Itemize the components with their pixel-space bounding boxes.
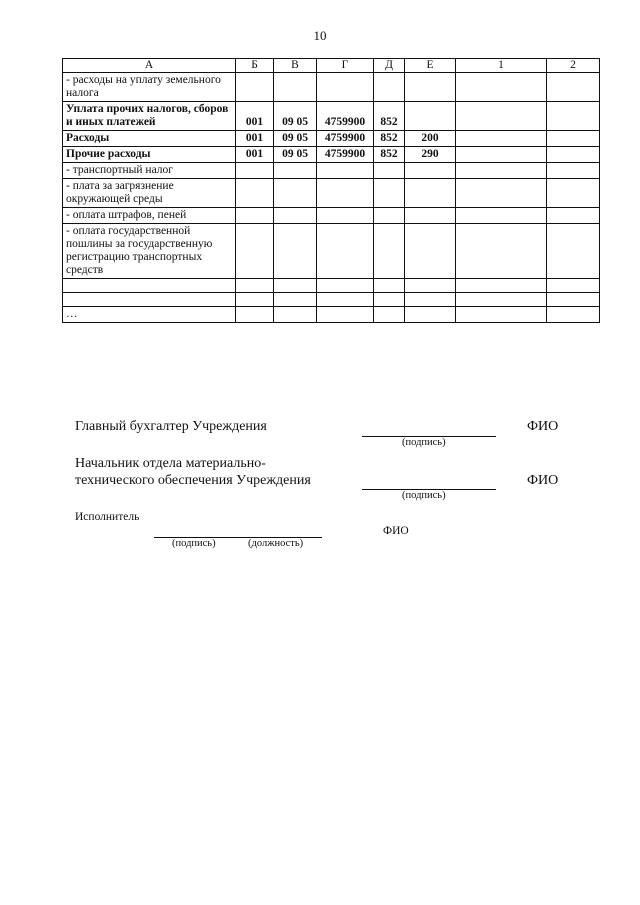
table-cell: 09 05 xyxy=(274,102,317,131)
table-cell xyxy=(456,73,547,102)
table-cell: 09 05 xyxy=(274,131,317,147)
table-cell: 4759900 xyxy=(317,147,374,163)
table-cell xyxy=(317,293,374,307)
table-row xyxy=(63,147,600,163)
page-number: 10 xyxy=(313,28,327,43)
table-cell xyxy=(374,163,405,179)
table-cell xyxy=(456,179,547,208)
table-cell: 4759900 xyxy=(317,102,374,131)
table-cell xyxy=(547,102,600,131)
table-row xyxy=(63,224,600,279)
row-label: - оплата штрафов, пеней xyxy=(63,208,236,224)
table-cell: 200 xyxy=(405,131,456,147)
table-cell: 852 xyxy=(374,147,405,163)
column-header: 2 xyxy=(547,59,600,73)
table-cell xyxy=(405,179,456,208)
table-cell xyxy=(236,279,274,293)
table-cell xyxy=(317,279,374,293)
row-label: - плата за загрязнение окружающей среды xyxy=(63,179,236,208)
table-cell: 001 xyxy=(236,147,274,163)
table-cell xyxy=(317,163,374,179)
row-label: - оплата государственной пошлины за государственную регистрацию транспортных средств xyxy=(63,224,236,279)
table-cell xyxy=(456,293,547,307)
table-row xyxy=(63,163,600,179)
table-row xyxy=(63,293,600,307)
table-row xyxy=(63,208,600,224)
table-cell xyxy=(374,307,405,323)
table-header-row xyxy=(63,59,600,73)
table-cell xyxy=(374,179,405,208)
table-cell: 001 xyxy=(236,131,274,147)
table-cell xyxy=(317,179,374,208)
table-cell xyxy=(405,163,456,179)
head-department-sign-caption: (подпись) xyxy=(402,490,446,501)
table-cell xyxy=(456,102,547,131)
table-cell xyxy=(274,208,317,224)
table-cell xyxy=(236,224,274,279)
table-cell: 4759900 xyxy=(317,131,374,147)
table-cell: 852 xyxy=(374,102,405,131)
table-cell xyxy=(456,307,547,323)
table-row xyxy=(63,73,600,102)
report-table xyxy=(62,58,600,323)
table-cell: 001 xyxy=(236,102,274,131)
executor-sign-caption: (подпись) xyxy=(172,538,216,549)
column-header: Е xyxy=(405,59,456,73)
executor-position-caption: (должность) xyxy=(248,538,304,549)
table-cell xyxy=(374,224,405,279)
column-header: Г xyxy=(317,59,374,73)
chief-accountant-fio: ФИО xyxy=(527,419,559,434)
chief-accountant-sign-caption: (подпись) xyxy=(402,437,446,448)
table-cell xyxy=(405,224,456,279)
table-cell xyxy=(456,208,547,224)
table-cell xyxy=(374,293,405,307)
column-header: Б xyxy=(236,59,274,73)
table-cell xyxy=(547,208,600,224)
table-cell xyxy=(547,73,600,102)
table-cell xyxy=(405,307,456,323)
table-cell xyxy=(456,147,547,163)
table-cell xyxy=(547,147,600,163)
head-department-fio: ФИО xyxy=(527,473,559,488)
table-cell xyxy=(405,279,456,293)
table-cell xyxy=(405,293,456,307)
table-cell xyxy=(236,307,274,323)
table-cell xyxy=(547,163,600,179)
column-header: 1 xyxy=(456,59,547,73)
table-row xyxy=(63,102,600,131)
table-cell xyxy=(374,208,405,224)
table-cell xyxy=(374,279,405,293)
table-cell: 290 xyxy=(405,147,456,163)
table-cell xyxy=(236,208,274,224)
table-cell xyxy=(236,179,274,208)
table-cell xyxy=(456,224,547,279)
table-cell xyxy=(274,224,317,279)
column-header: Д xyxy=(374,59,405,73)
head-department-title-line1: Начальник отдела материально- xyxy=(75,456,266,471)
row-label: Прочие расходы xyxy=(63,147,236,163)
head-department-title-line2: технического обеспечения Учреждения xyxy=(75,473,311,488)
table-cell xyxy=(547,293,600,307)
row-label: Уплата прочих налогов, сборов и иных платежей xyxy=(63,102,236,131)
row-label: - расходы на уплату земельного налога xyxy=(63,73,236,102)
table-cell xyxy=(317,208,374,224)
table-cell xyxy=(274,279,317,293)
row-label xyxy=(63,279,236,293)
table-cell xyxy=(547,307,600,323)
table-cell xyxy=(274,73,317,102)
table-cell xyxy=(236,293,274,307)
row-label: … xyxy=(63,307,236,323)
executor-title: Исполнитель xyxy=(75,511,140,523)
table-cell xyxy=(456,131,547,147)
table-row xyxy=(63,131,600,147)
table-cell xyxy=(405,208,456,224)
executor-fio: ФИО xyxy=(383,525,409,537)
column-header: А xyxy=(63,59,236,73)
chief-accountant-title: Главный бухгалтер Учреждения xyxy=(75,419,267,434)
table-cell xyxy=(547,279,600,293)
table-cell xyxy=(317,73,374,102)
table-cell xyxy=(236,163,274,179)
table-cell xyxy=(456,279,547,293)
table-cell xyxy=(547,179,600,208)
row-label: Расходы xyxy=(63,131,236,147)
table-cell xyxy=(317,224,374,279)
table-row xyxy=(63,179,600,208)
table-cell xyxy=(274,163,317,179)
table-cell xyxy=(274,293,317,307)
table-cell xyxy=(274,179,317,208)
table-cell xyxy=(374,73,405,102)
table-cell xyxy=(274,307,317,323)
table-body xyxy=(63,73,600,323)
table-row xyxy=(63,307,600,323)
table-cell xyxy=(405,73,456,102)
table-cell xyxy=(236,73,274,102)
column-header: В xyxy=(274,59,317,73)
row-label: - транспортный налог xyxy=(63,163,236,179)
table-cell xyxy=(317,307,374,323)
table-cell: 852 xyxy=(374,131,405,147)
table-cell xyxy=(547,224,600,279)
table-cell xyxy=(456,163,547,179)
table-cell xyxy=(547,131,600,147)
table-row xyxy=(63,279,600,293)
row-label xyxy=(63,293,236,307)
table-cell: 09 05 xyxy=(274,147,317,163)
table-cell xyxy=(405,102,456,131)
